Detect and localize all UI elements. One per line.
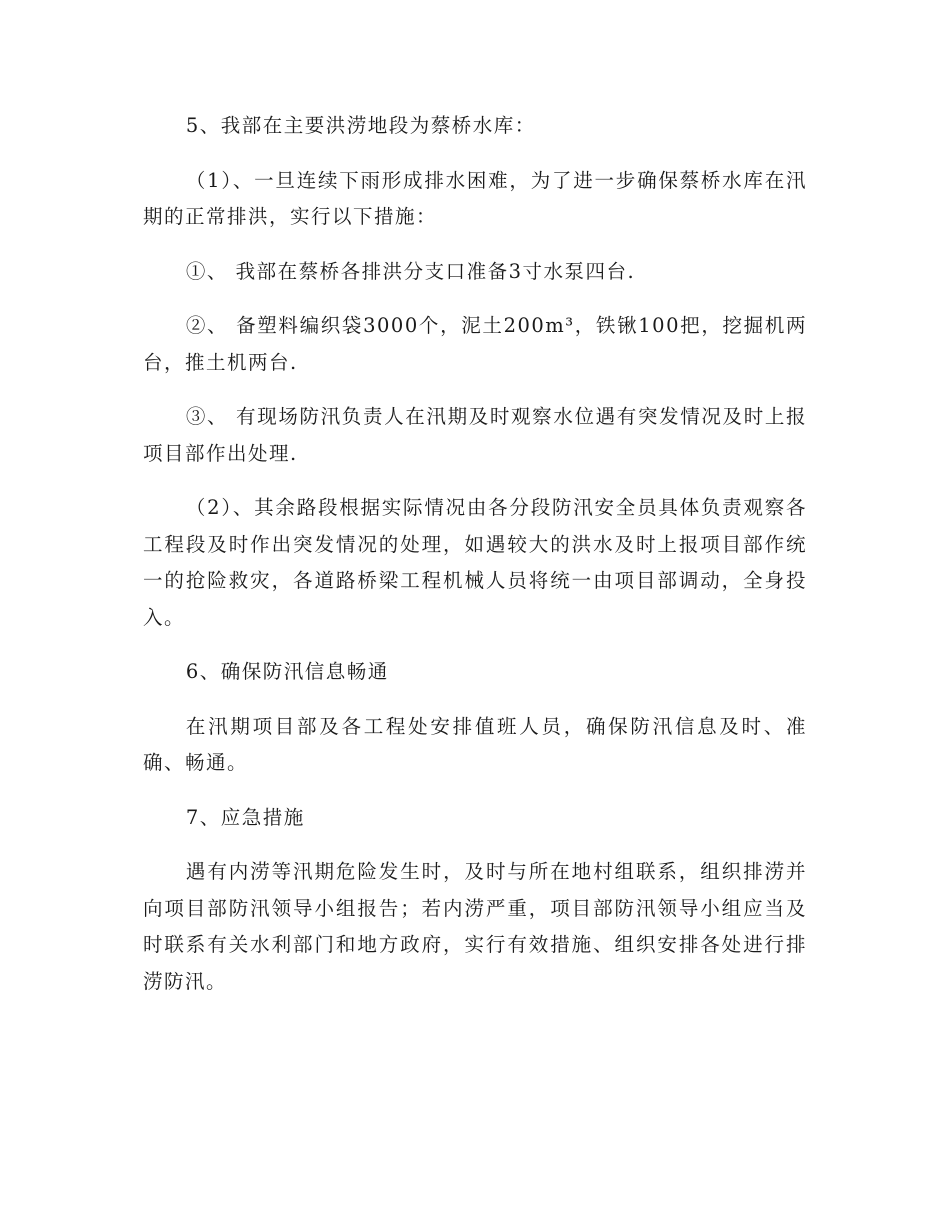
paragraph-section-7-body: 遇有内涝等汛期危险发生时，及时与所在地村组联系，组织排涝并向项目部防汛领导小组报告；若内涝严重，项目部防汛领导小组应当及时联系有关水利部门和地方政府，实行有效措施、组织安排各处进行排涝防汛。 — [143, 860, 807, 993]
paragraph-measure-3: ③、 有现场防汛负责人在汛期及时观察水位遇有突发情况及时上报项目部作出处理. — [143, 405, 807, 465]
paragraph-item-2: （2）、其余路段根据实际情况由各分段防汛安全员具体负责观察各工程段及时作出突发情况的处理，如遇较大的洪水及时上报项目部作统一的抢险救灾，各道路桥梁工程机械人员将统一由项目部调动，全身投入。 — [143, 496, 807, 629]
paragraph-item-1: （1）、一旦连续下雨形成排水困难，为了进一步确保蔡桥水库在汛期的正常排洪，实行以下措施： — [143, 168, 807, 228]
document-body — [143, 108, 807, 1018]
paragraph-measure-2: ②、 备塑料编织袋3000个，泥土200m³，铁锹100把，挖掘机两台，推土机两台. — [143, 314, 807, 374]
paragraph-section-6-heading: 6、确保防汛信息畅通 — [185, 660, 389, 683]
paragraph-measure-1: ①、 我部在蔡桥各排洪分支口准备3寸水泵四台. — [185, 259, 636, 283]
paragraph-section-6-body: 在汛期项目部及各工程处安排值班人员，确保防汛信息及时、准确、畅通。 — [143, 714, 807, 774]
paragraph-section-7-heading: 7、应急措施 — [185, 805, 305, 829]
paragraph-section-5-heading: 5、我部在主要洪涝地段为蔡桥水库： — [185, 114, 536, 137]
